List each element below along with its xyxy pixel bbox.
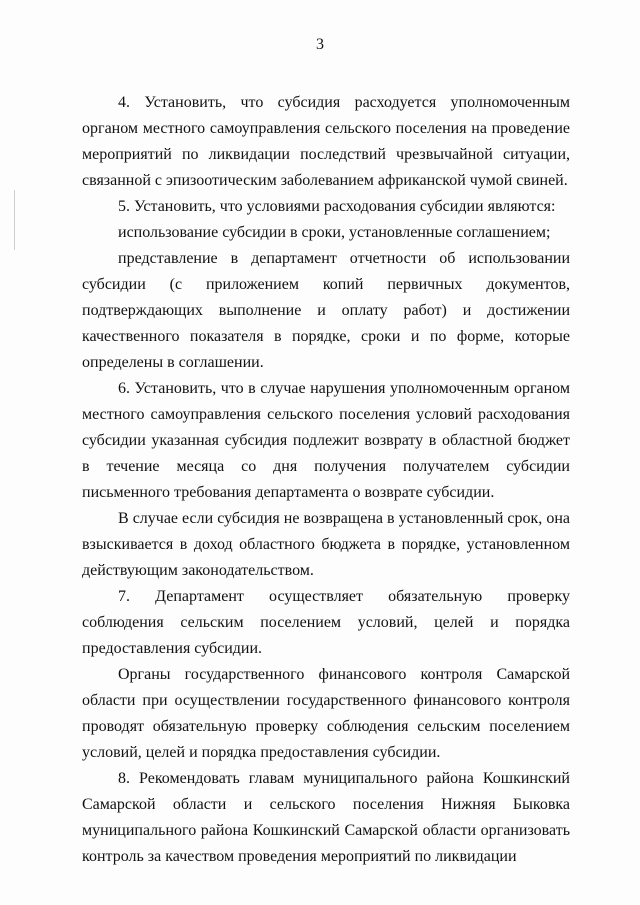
paragraph-financial-control: Органы государственного финансового контроля Самарской области при осуществлении государственного финансового контроля проводят обязательную проверку соблюдения сельским поселением условий, целей и порядка предоставления субсидии.: [82, 666, 570, 761]
paragraph-item-4: 4. Установить, что субсидия расходуется уполномоченным органом местного самоуправления сельского поселения на проведение мероприятий по ликвидации последствий чрезвычайной ситуации, связанной с эпизоотическим заболеванием африканской чумой свиней.: [82, 94, 570, 189]
scan-artifact-left: [14, 190, 15, 250]
paragraph-condition-reporting: представление в департамент отчетности об использовании субсидии (с приложением копий первичных документов, подтверждающих выполнение и оплату работ) и достижении качественного показателя в порядке, сроки и по форме, которые определены в соглашении.: [82, 250, 570, 371]
paragraph-item-8: 8. Рекомендовать главам муниципального района Кошкинский Самарской области и сельского поселения Нижняя Быковка муниципального района Кошкинский Самарской области организовать контроль за качеством проведения мероприятий по ликвидации: [82, 770, 570, 865]
paragraph-item-7: 7. Департамент осуществляет обязательную проверку соблюдения сельским поселением условий, целей и порядка предоставления субсидии.: [82, 588, 570, 657]
paragraph-recovery: В случае если субсидия не возвращена в установленный срок, она взыскивается в доход областного бюджета в порядке, установленном действующим законодательством.: [82, 510, 570, 579]
document-body: [82, 90, 570, 870]
paragraph-condition-terms: использование субсидии в сроки, установленные соглашением;: [118, 224, 551, 241]
paragraph-item-5: 5. Установить, что условиями расходования субсидии являются:: [118, 198, 556, 215]
page-number: 3: [316, 36, 324, 53]
paragraph-item-6: 6. Установить, что в случае нарушения уполномоченным органом местного самоуправления сельского поселения условий расходования субсидии указанная субсидия подлежит возврату в областной бюджет в течение месяца со дня получения получателем субсидии письменного требования департамента о возврате субсидии.: [82, 380, 570, 501]
